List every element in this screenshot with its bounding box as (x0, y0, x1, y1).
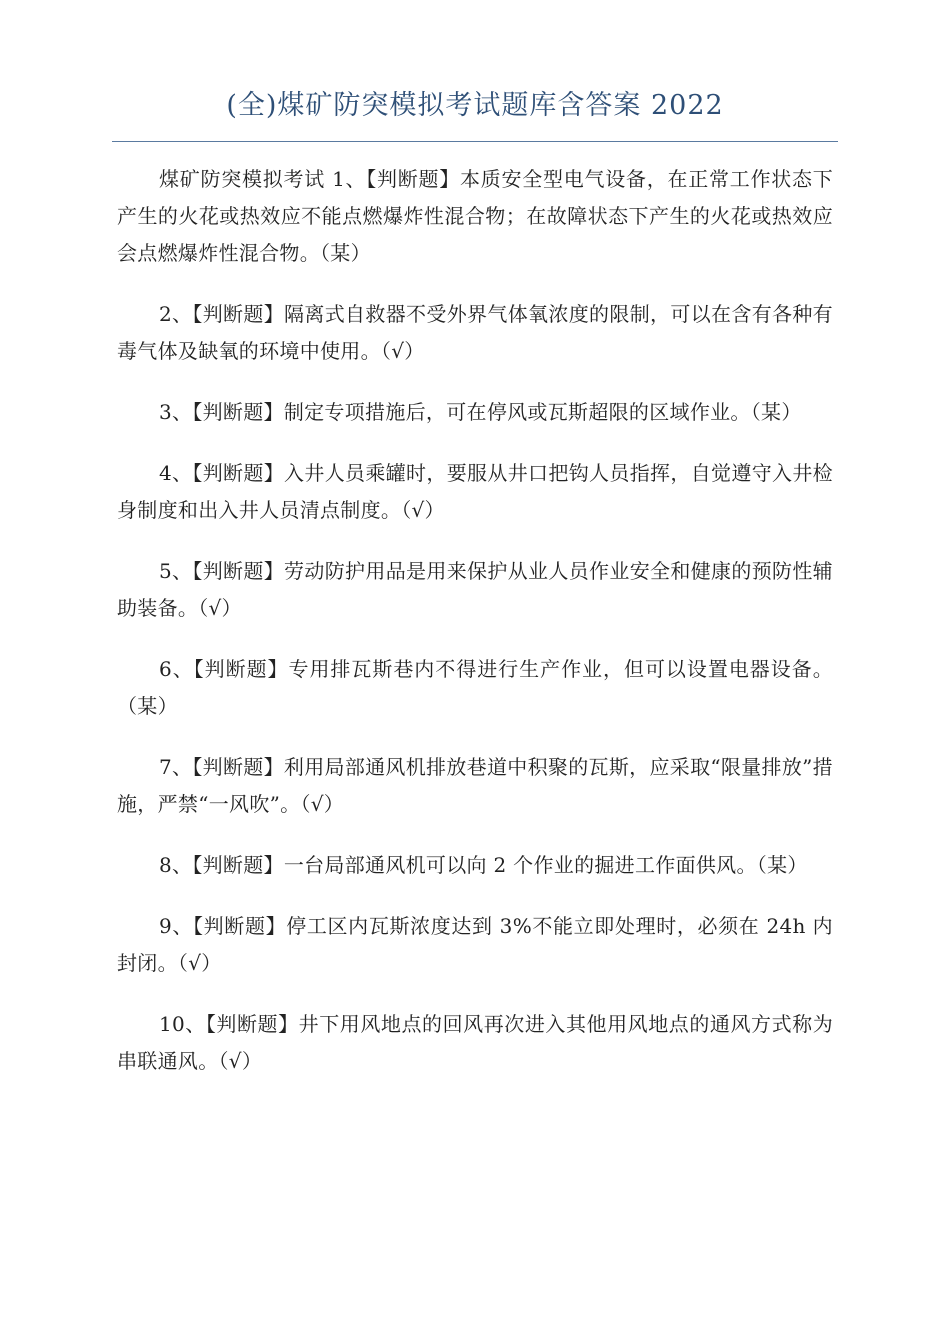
document-title: (全)煤矿防突模拟考试题库含答案 2022 (226, 90, 724, 121)
question-item: 3、【判断题】制定专项措施后，可在停风或瓦斯超限的区域作业。（某） (159, 400, 802, 424)
question-item: 5、【判断题】劳动防护用品是用来保护从业人员作业安全和健康的预防性辅助装备。（√） (117, 559, 833, 620)
question-item: 4、【判断题】入井人员乘罐时，要服从井口把钩人员指挥，自觉遵守入井检身制度和出入井人员清点制度。（√） (117, 461, 833, 522)
title-divider (112, 141, 838, 142)
question-item: 煤矿防突模拟考试 1、【判断题】本质安全型电气设备，在正常工作状态下产生的火花或热效应不能点燃爆炸性混合物；在故障状态下产生的火花或热效应会点燃爆炸性混合物。（某） (117, 167, 833, 265)
question-item: 7、【判断题】利用局部通风机排放巷道中积聚的瓦斯，应采取“限量排放”措施，严禁“一风吹”。（√） (117, 755, 833, 816)
question-item: 6、【判断题】专用排瓦斯巷内不得进行生产作业，但可以设置电器设备。（某） (117, 657, 833, 718)
question-list (117, 161, 833, 1104)
question-item: 9、【判断题】停工区内瓦斯浓度达到 3%不能立即处理时，必须在 24h 内封闭。（√） (117, 914, 833, 975)
question-item: 10、【判断题】井下用风地点的回风再次进入其他用风地点的通风方式称为串联通风。（√） (117, 1012, 833, 1073)
question-item: 2、【判断题】隔离式自救器不受外界气体氧浓度的限制，可以在含有各种有毒气体及缺氧的环境中使用。（√） (117, 302, 833, 363)
question-item: 8、【判断题】一台局部通风机可以向 2 个作业的掘进工作面供风。（某） (159, 853, 808, 877)
